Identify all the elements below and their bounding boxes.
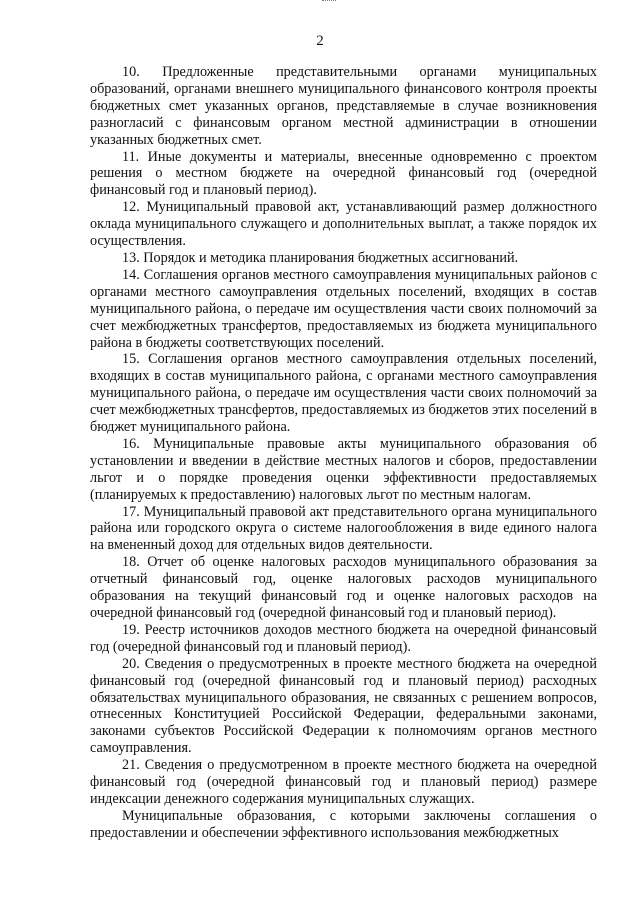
paragraph-16: 16. Муниципальные правовые акты муниципального образования об установлении и введении в действие местных налогов и сборов, предоставлении льгот и о порядке проведения оценки эффективности предоставляемых (планируемых к предоставлению) налоговых льгот по местным налогам. [90, 435, 597, 503]
page-edge-mark [322, 0, 336, 4]
paragraph-10: 10. Предложенные представительными органами муниципальных образований, органами внешнего муниципального финансового контроля проекты бюджетных смет указанных органов, представляемые в случае возникновения разногласий с финансовым органом местной администрации в отношении указанных бюджетных смет. [90, 64, 597, 148]
paragraph-15: 15. Соглашения органов местного самоуправления отдельных поселений, входящих в состав муниципального района, с органами местного самоуправления муниципального района, о передаче им осуществления части своих полномочий за счет межбюджетных трансфертов, предоставляемых из бюджетов этих поселений в бюджет муниципального района. [90, 351, 597, 436]
paragraph-14: 14. Соглашения органов местного самоуправления муниципальных районов с органами местного самоуправления отдельных поселений, входящих в состав муниципального района, о передаче им осуществления части своих полномочий за счет межбюджетных трансфертов, предоставляемых из бюджета муниципального района в бюджеты соответствующих поселений. [90, 266, 597, 351]
page-number: 2 [316, 33, 324, 49]
paragraph-17: 17. Муниципальный правовой акт представительного органа муниципального района или городского округа о системе налогообложения в виде единого налога на вмененный доход для отдельных видов деятельности. [90, 503, 597, 554]
paragraph-continuation: Муниципальные образования, с которыми заключены соглашения о предоставлении и обеспечении эффективного использования межбюджетных [90, 807, 597, 841]
paragraph-21: 21. Сведения о предусмотренном в проекте местного бюджета на очередной финансовый год (очередной финансовый год и плановый период) размере индексации денежного содержания муниципальных служащих. [90, 757, 597, 807]
paragraph-18: 18. Отчет об оценке налоговых расходов муниципального образования за отчетный финансовый год, оценке налоговых расходов муниципального образования на текущий финансовый год и оценке налоговых расходов на очередной финансовый год (очередной финансовый год и плановый период). [90, 554, 597, 621]
paragraph-13: 13. Порядок и методика планирования бюджетных ассигнований. [122, 249, 519, 266]
paragraph-11: 11. Иные документы и материалы, внесенные одновременно с проектом решения о местном бюджете на очередной финансовый год (очередной финансовый год и плановый период). [90, 148, 597, 199]
paragraph-19: 19. Реестр источников доходов местного бюджета на очередной финансовый год (очередной финансовый год и плановый период). [90, 621, 597, 655]
paragraph-12: 12. Муниципальный правовой акт, устанавливающий размер должностного оклада муниципального служащего и дополнительных выплат, а также порядок их осуществления. [90, 199, 597, 250]
paragraph-20: 20. Сведения о предусмотренных в проекте местного бюджета на очередной финансовый год (очередной финансовый год и плановый период) расходных обязательствах муниципального образования, не связанных с решением вопросов, отнесенных Конституцией Российской Федерации, федеральными законами, законами субъектов Российской Федерации к полномочиям органов местного самоуправления. [90, 655, 597, 757]
document-body [90, 64, 597, 842]
